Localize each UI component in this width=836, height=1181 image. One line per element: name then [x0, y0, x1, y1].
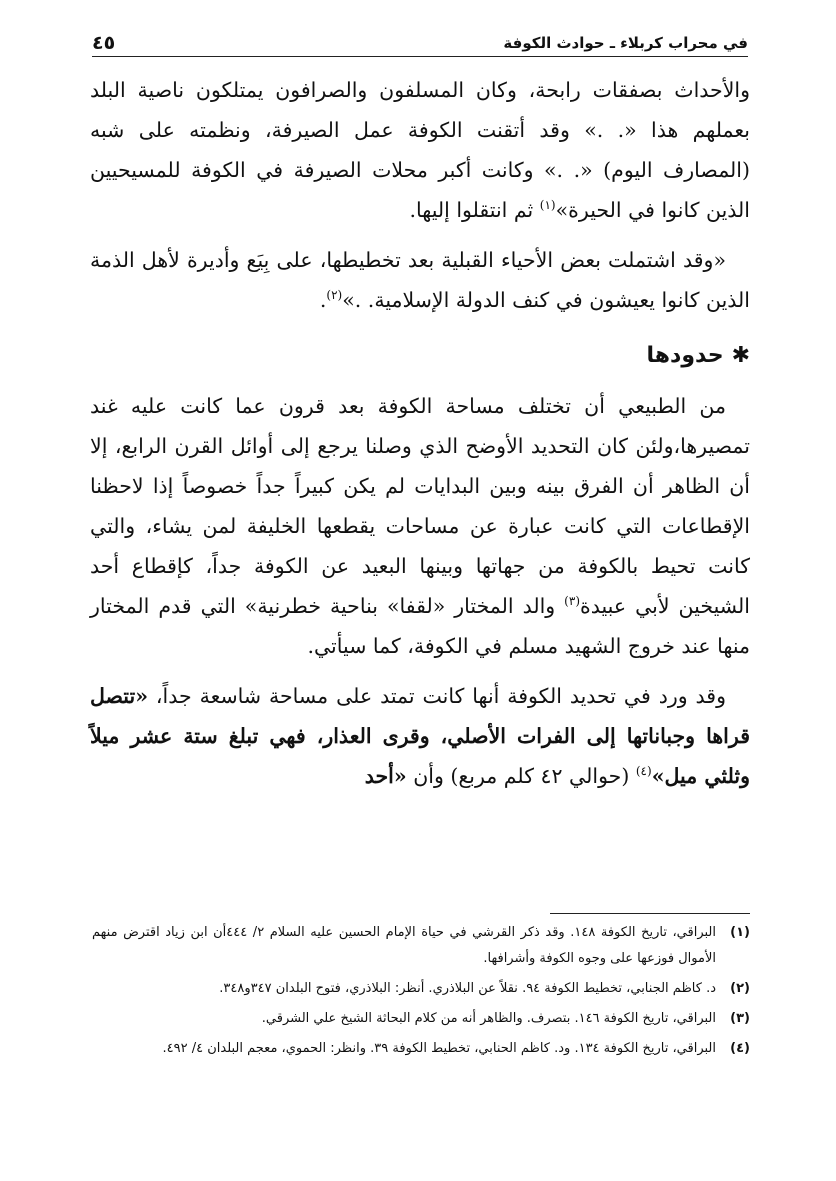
paragraph-4-text-a: وقد ورد في تحديد الكوفة أنها كانت تمتد على مساحة شاسعة جداً،: [148, 684, 726, 708]
footnote-2: [92, 976, 750, 1002]
paragraph-2-end: .: [319, 288, 327, 312]
paragraph-1: [90, 70, 750, 230]
page-number: ٤٥: [92, 32, 116, 54]
paragraph-3-text-a: من الطبيعي أن تختلف مساحة الكوفة بعد قرون عما كانت عليه غند تمصيرها،ولئن كان التحديد الأوضح الذي وصلنا يرجع إلى أوائل القرن الرابع، إلا أن الظاهر أن الفرق بينه وبين البدايات لم يكن كبيراً جداً خصوصاً إذا لاحظنا الإقطاعات التي كانت عبارة عن مساحات يقطعها الخليفة لمن يشاء، والتي كانت تحيط بالكوفة من جهاتها وبينها البعيد عن الكوفة جداً، كإقطاع أحد الشيخين لأبي عبيدة: [90, 394, 750, 618]
paragraph-4-quote-2: «أحد: [364, 764, 407, 788]
footnote-number: (١): [730, 925, 750, 940]
asterisk-icon: ✱: [731, 343, 750, 368]
paragraph-1-end: ثم انتقلوا إليها.: [409, 198, 540, 222]
footnotes: [92, 920, 750, 1066]
footnote-3: [92, 1006, 750, 1032]
footnote-4: [92, 1036, 750, 1062]
paragraph-2: [90, 240, 750, 320]
paragraph-4: [90, 676, 750, 796]
section-heading-text: حدودها: [646, 343, 724, 368]
paragraph-1-text: والأحداث بصفقات رابحة، وكان المسلفون والصرافون يمتلكون ناصية البلد بعملهم هذا «. .» وقد أتقنت الكوفة عمل الصيرفة، ونظمته على شبه (المصارف اليوم) «. .» وكانت أكبر محلات الصيرفة في الكوفة للمسيحيين الذين كانوا في الحيرة»: [90, 78, 750, 222]
footnote-text: البراقي، تاريخ الكوفة ١٣٤. ود. كاظم الحنابي، تخطيط الكوفة ٣٩. وانظر: الحموي، معجم البلدان ٤/ ٤٩٢.: [162, 1041, 716, 1056]
paragraph-2-text: «وقد اشتملت بعض الأحياء القبلية بعد تخطيطها، على بِيَع وأديرة لأهل الذمة الذين كانوا يعيشون في كنف الدولة الإسلامية. .»: [90, 248, 750, 312]
footnote-ref-4: (٤): [635, 764, 652, 779]
footnote-number: (٤): [730, 1041, 750, 1056]
footnote-rule: [550, 913, 750, 914]
footnote-text: البراقي، تاريخ الكوفة ١٤٦. بتصرف. والظاهر أنه من كلام البحاثة الشيخ علي الشرقي.: [261, 1011, 716, 1026]
footnote-ref-2: (٢): [326, 288, 343, 303]
footnote-text: د. كاظم الجنابي، تخطيط الكوفة ٩٤. نقلاً عن البلاذري. أنظر: البلاذري، فتوح البلدان ٣٤٧و٣٤٨.: [219, 981, 716, 996]
paragraph-4-text-c: (حوالي ٤٢ كلم مربع) وأن: [406, 764, 636, 788]
footnote-ref-3: (٣): [564, 594, 580, 609]
footnote-number: (٢): [730, 981, 750, 996]
running-title: في محراب كربلاء ـ حوادث الكوفة: [503, 34, 748, 52]
paragraph-3: [90, 386, 750, 666]
footnote-number: (٣): [730, 1011, 750, 1026]
paragraph-4-quote: «تتصل قراها وجباناتها إلى الفرات الأصلي، وقرى العذار، فهي تبلغ ستة عشر ميلاً وثلثي ميل»: [90, 684, 750, 788]
footnote-text: البراقي، تاريخ الكوفة ١٤٨. وقد ذكر القرشي في حياة الإمام الحسين عليه السلام ٢/ ٤٤٤أن ابن زياد اقترض منهم الأموال فوزعها على وجوه الكوفة وأشرافها.: [92, 925, 717, 966]
body-text: [90, 70, 750, 796]
page-header: [92, 26, 748, 57]
footnote-ref-1: (١): [539, 198, 556, 213]
paragraph-3-text-b: والد المختار «لقفا» بناحية خطرنية» التي قدم المختار منها عند خروج الشهيد مسلم في الكوفة، كما سيأتي.: [90, 594, 750, 658]
footnote-1: [92, 920, 750, 972]
section-heading: [90, 338, 750, 374]
